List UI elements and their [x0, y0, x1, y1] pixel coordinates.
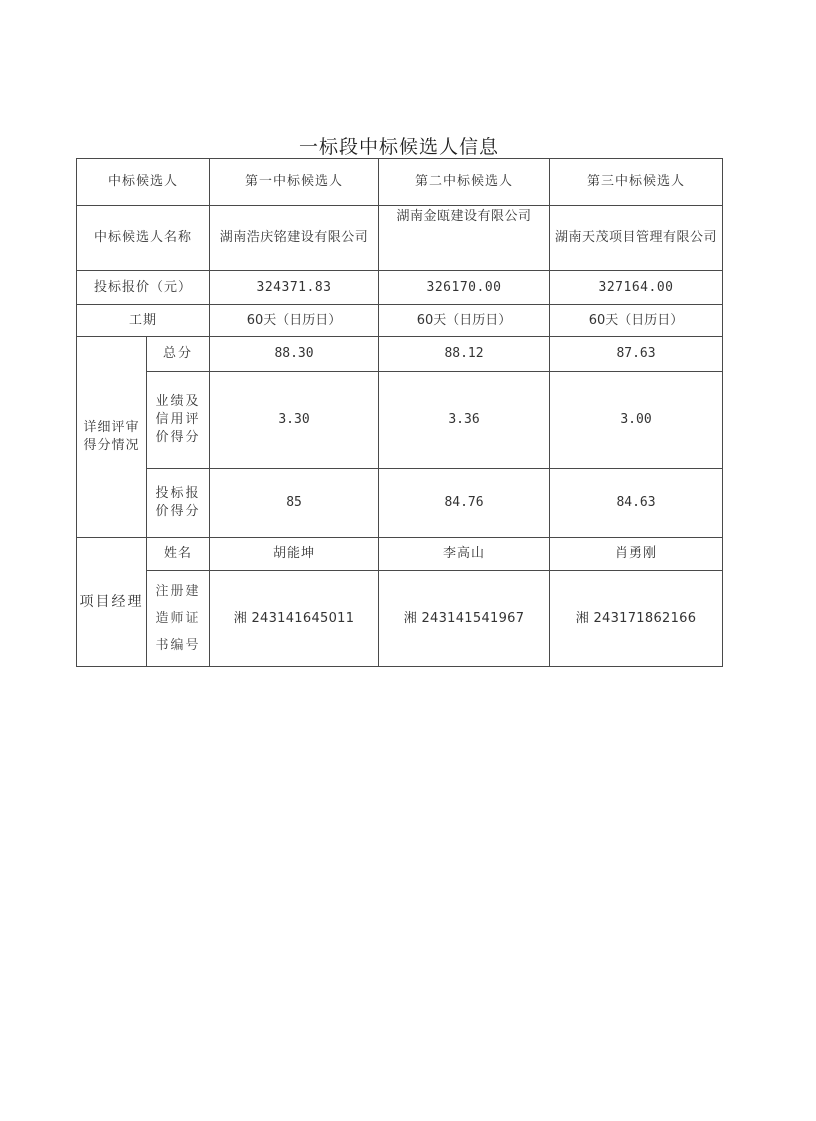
manager-name-3: 肖勇刚	[550, 538, 723, 571]
manager-cert-1: 湘 243141645011	[210, 571, 379, 667]
header-row	[77, 159, 723, 206]
header-label: 中标候选人	[77, 159, 210, 206]
candidate-name-row	[77, 206, 723, 271]
period-label: 工期	[77, 305, 210, 337]
document-title: 一标段中标候选人信息	[298, 136, 499, 158]
total-score-row	[77, 337, 723, 372]
bid-score-3: 84.63	[550, 469, 723, 538]
manager-cert-2: 湘 243141541967	[379, 571, 550, 667]
bid-score-label: 投标报价得分	[147, 469, 210, 538]
period-1: 60天（日历日）	[210, 305, 379, 337]
header-candidate-1: 第一中标候选人	[210, 159, 379, 206]
score-group-label: 详细评审得分情况	[77, 337, 147, 538]
manager-cert-row	[77, 571, 723, 667]
total-score-label: 总分	[147, 337, 210, 372]
manager-name-row	[77, 538, 723, 571]
bid-price-row	[77, 271, 723, 305]
candidate-name-2: 湖南金瓯建设有限公司	[379, 206, 550, 271]
bid-score-1: 85	[210, 469, 379, 538]
header-candidate-2: 第二中标候选人	[379, 159, 550, 206]
candidate-name-1: 湖南浩庆铭建设有限公司	[210, 206, 379, 271]
period-2: 60天（日历日）	[379, 305, 550, 337]
manager-cert-label: 注册建造师证书编号	[147, 571, 210, 667]
period-3: 60天（日历日）	[550, 305, 723, 337]
bid-price-3: 327164.00	[550, 271, 723, 305]
credit-score-label: 业绩及信用评价得分	[147, 372, 210, 469]
bid-score-row	[77, 469, 723, 538]
bid-price-label: 投标报价（元）	[77, 271, 210, 305]
total-score-2: 88.12	[379, 337, 550, 372]
manager-name-2: 李高山	[379, 538, 550, 571]
manager-name-label: 姓名	[147, 538, 210, 571]
manager-name-1: 胡能坤	[210, 538, 379, 571]
candidate-name-3: 湖南天茂项目管理有限公司	[550, 206, 723, 271]
credit-score-2: 3.36	[379, 372, 550, 469]
header-candidate-3: 第三中标候选人	[550, 159, 723, 206]
period-row	[77, 305, 723, 337]
total-score-3: 87.63	[550, 337, 723, 372]
bid-price-1: 324371.83	[210, 271, 379, 305]
bid-price-2: 326170.00	[379, 271, 550, 305]
candidate-name-label: 中标候选人名称	[77, 206, 210, 271]
credit-score-3: 3.00	[550, 372, 723, 469]
bid-candidates-table	[76, 158, 723, 667]
credit-score-1: 3.30	[210, 372, 379, 469]
total-score-1: 88.30	[210, 337, 379, 372]
bid-score-2: 84.76	[379, 469, 550, 538]
credit-score-row	[77, 372, 723, 469]
manager-group-label: 项目经理	[77, 538, 147, 667]
manager-cert-3: 湘 243171862166	[550, 571, 723, 667]
